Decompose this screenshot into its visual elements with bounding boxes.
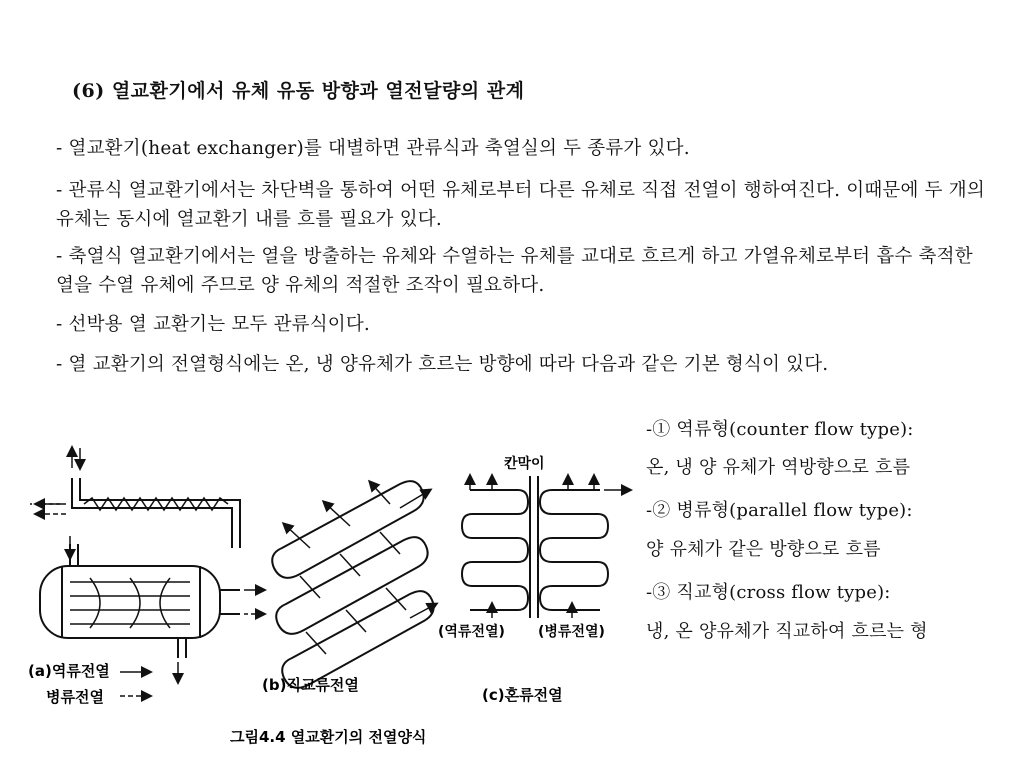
label-partition: 칸막이 <box>504 456 545 472</box>
diagram-c-arrows <box>470 476 630 618</box>
type-3-desc: 냉, 온 양유체가 직교하여 흐르는 형 <box>646 621 928 642</box>
label-c-counter: (역류전열) <box>438 624 505 640</box>
paragraph-1: - 열교환기(heat exchanger)를 대별하면 관류식과 축열실의 두 종류가 있다. <box>56 138 690 159</box>
figure-caption: 그림4.4 열교환기의 전열양식 <box>230 728 427 746</box>
diagram-a <box>40 478 240 658</box>
label-c-parallel: (병류전열) <box>538 624 605 640</box>
diagram-c <box>462 476 608 618</box>
label-c: (c)혼류전열 <box>482 686 563 704</box>
paragraph-3: - 축열식 열교환기에서는 열을 방출하는 유체와 수열하는 유체를 교대로 흐르게 하고 가열유체로부터 흡수 축적한 열을 수열 유체에 주므로 양 유체의 적절한 조작이 필요하다. <box>56 246 973 296</box>
label-b: (b)직교류전열 <box>262 676 359 694</box>
type-2-desc: 양 유체가 같은 방향으로 흐름 <box>646 539 881 560</box>
type-2-heading: -② 병류형(parallel flow type): <box>646 500 913 521</box>
paragraph-2: - 관류식 열교환기에서는 차단벽을 통하여 어떤 유체로부터 다른 유체로 직접 전열이 행하여진다. 이때문에 두 개의 유체는 동시에 열교환기 내를 흐를 필요가 있다. <box>56 180 985 230</box>
label-a-parallel: 병류전열 <box>46 688 104 706</box>
type-1-heading: -① 역류형(counter flow type): <box>646 419 914 440</box>
paragraph-4: - 선박용 열 교환기는 모두 관류식이다. <box>56 314 371 335</box>
type-3-heading: -③ 직교형(cross flow type): <box>646 582 891 603</box>
type-1-desc: 온, 냉 양 유체가 역방향으로 흐름 <box>646 457 911 478</box>
diagram-a-arrows <box>30 448 264 696</box>
label-a-counter: (a)역류전열 <box>28 662 110 680</box>
diagram-b <box>272 481 433 688</box>
heat-transfer-figure <box>0 418 640 758</box>
slide-title: (6) 열교환기에서 유체 유동 방향과 열전달량의 관계 <box>72 80 525 102</box>
paragraph-5: - 열 교환기의 전열형식에는 온, 냉 양유체가 흐르는 방향에 따라 다음과 같은 기본 형식이 있다. <box>56 354 829 375</box>
